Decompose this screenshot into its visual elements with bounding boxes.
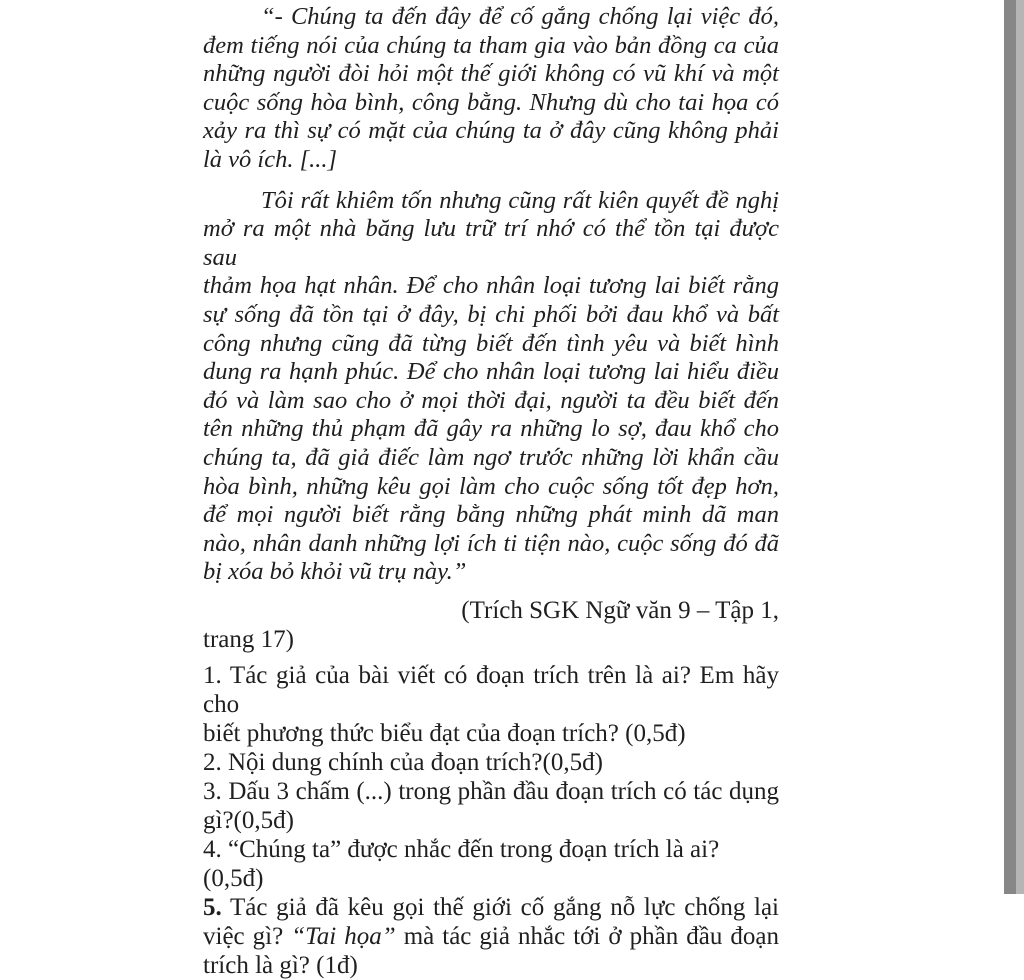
document-content	[203, 3, 779, 980]
quote-2-line-10: hòa bình, những kêu gọi làm cho cuộc sống tốt đẹp hơn,	[203, 472, 779, 500]
question-5-line-1	[203, 893, 779, 922]
citation-source: (Trích SGK Ngữ văn 9 – Tập 1,	[461, 596, 779, 624]
question-5-number: 5.	[203, 893, 222, 921]
scan-edge-bar	[1004, 0, 1016, 894]
quote-2-line-12: nào, nhân danh những lợi ích ti tiện nào, cuộc sống đó đã	[203, 529, 779, 557]
question-4: 4. “Chúng ta” được nhắc đến trong đoạn trích là ai? (0,5đ)	[203, 835, 720, 892]
question-5-text-pre: việc gì?	[203, 922, 292, 950]
quote-2-line-9: chúng ta, đã giả điếc làm ngơ trước những lời khẩn cầu	[203, 443, 779, 471]
citation	[203, 596, 779, 654]
quoted-paragraph-1	[203, 3, 779, 175]
quote-1-line-3: những người đòi hỏi một thế giới không có vũ khí và một	[203, 60, 779, 88]
quote-1-line-1: “- Chúng ta đến đây để cố gắng chống lại việc đó,	[261, 3, 779, 30]
questions-list	[203, 661, 779, 980]
citation-page: trang 17)	[203, 625, 294, 653]
quote-1-line-5: xảy ra thì sự có mặt của chúng ta ở đây cũng không phải	[203, 117, 779, 145]
quote-2-line-6: dung ra hạnh phúc. Để cho nhân loại tương lai hiểu điều	[203, 358, 779, 386]
question-2: 2. Nội dung chính của đoạn trích?(0,5đ)	[203, 748, 603, 776]
quote-1-line-4: cuộc sống hòa bình, công bằng. Nhưng dù cho tai họa có	[203, 88, 779, 116]
question-5-text-start: Tác giả đã kêu gọi thế giới cố gắng nỗ lực chống lại	[221, 893, 779, 921]
scan-edge-margin	[1016, 0, 1024, 894]
quote-2-line-8: tên những thủ phạm đã gây ra những lo sợ, đau khổ cho	[203, 415, 779, 443]
quote-1-line-6: là vô ích. [...]	[203, 145, 338, 173]
question-5-quoted-term: “Tai họa”	[291, 922, 396, 950]
quote-2-line-2: mở ra một nhà băng lưu trữ trí nhớ có thể tồn tại được sau	[203, 215, 779, 271]
question-1-line-1: 1. Tác giả của bài viết có đoạn trích trên là ai? Em hãy cho	[203, 661, 779, 718]
quote-2-line-13: bị xóa bỏ khỏi vũ trụ này.”	[203, 558, 467, 586]
quote-2-line-11: để mọi người biết rằng bằng những phát minh dã man	[203, 501, 779, 529]
quote-2-line-4: sự sống đã tồn tại ở đây, bị chi phối bởi đau khổ và bất	[203, 300, 779, 328]
question-3-line-1: 3. Dấu 3 chấm (...) trong phần đầu đoạn trích có tác dụng	[203, 777, 779, 805]
question-5-text-post: mà tác giả nhắc tới ở phần đầu đoạn	[395, 922, 779, 950]
quote-2-line-7: đó và làm sao cho ở mọi thời đại, người ta đều biết đến	[203, 386, 779, 414]
question-1-line-2: biết phương thức biểu đạt của đoạn trích? (0,5đ)	[203, 719, 686, 747]
quote-2-line-1: Tôi rất khiêm tốn nhưng cũng rất kiên quyết đề nghị	[261, 186, 779, 214]
quoted-paragraph-2	[203, 187, 779, 587]
question-3-line-2: gì?(0,5đ)	[203, 806, 294, 834]
quote-1-line-2: đem tiếng nói của chúng ta tham gia vào bản đồng ca của	[203, 31, 779, 59]
question-5-line-3: trích là gì? (1đ)	[203, 951, 358, 979]
quote-2-line-3: thảm họa hạt nhân. Để cho nhân loại tương lai biết rằng	[203, 272, 779, 300]
quote-2-line-5: công nhưng cũng đã từng biết đến tình yêu và biết hình	[203, 329, 779, 357]
question-5-line-2	[203, 922, 779, 951]
